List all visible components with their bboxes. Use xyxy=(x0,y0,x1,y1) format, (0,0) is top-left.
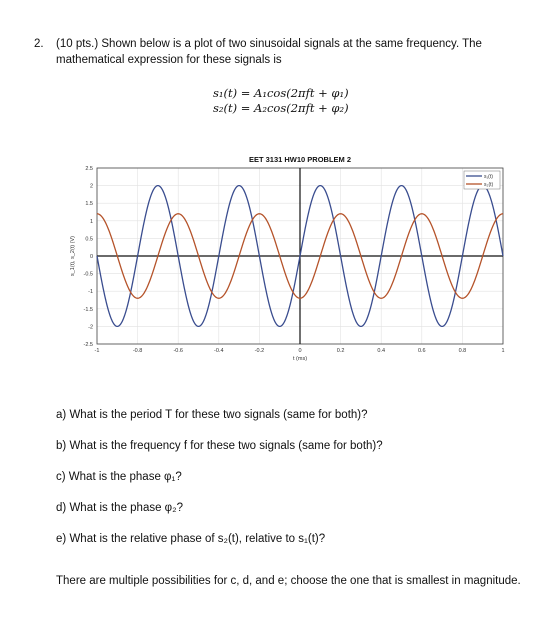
part-a-text: What is the period T for these two signals (same for both)? xyxy=(69,409,368,421)
problem-header-line1: (10 pts.) Shown below is a plot of two sinusoidal signals at the same frequency. The xyxy=(56,38,482,50)
y-tick-label: 1.5 xyxy=(85,201,93,208)
x-tick-label: 0.2 xyxy=(336,348,345,354)
x-tick-label: 0.4 xyxy=(377,348,386,354)
x-tick-label: -0.6 xyxy=(173,348,183,354)
equation-s1: s₁(t) = A₁cos(2πft + φ₁) xyxy=(213,86,349,100)
y-tick-label: -2.5 xyxy=(83,342,93,348)
y-axis-label: s_1(t), s_2(t) (V) xyxy=(70,235,76,277)
part-d-text: What is the phase φ₂? xyxy=(69,502,183,514)
y-tick-label: 2 xyxy=(89,183,93,190)
part-e xyxy=(56,533,325,545)
part-a xyxy=(56,409,368,421)
part-d-label: d) xyxy=(56,502,67,514)
part-b-text: What is the frequency f for these two signals (same for both)? xyxy=(69,440,383,452)
footer-note: There are multiple possibilities for c, d, and e; choose the one that is smallest in magnitude. xyxy=(56,575,521,587)
chart-legend xyxy=(464,171,500,189)
part-d xyxy=(56,502,183,514)
chart-title: EET 3131 HW10 PROBLEM 2 xyxy=(248,155,352,164)
problem-header-line2: mathematical expression for these signals is xyxy=(56,54,282,66)
x-tick-label: -0.8 xyxy=(132,348,143,354)
y-tick-label: -0.5 xyxy=(83,271,93,278)
part-e-text: What is the relative phase of s₂(t), relative to s₁(t)? xyxy=(69,533,326,545)
x-tick-label: -0.2 xyxy=(254,348,265,354)
legend-label-1: s₁(t) xyxy=(484,174,493,180)
x-tick-label: 0 xyxy=(298,348,302,354)
part-a-label: a) xyxy=(56,409,67,421)
y-tick-label: -1.5 xyxy=(83,306,93,313)
y-tick-label: 0 xyxy=(89,254,93,260)
x-tick-label: 0.8 xyxy=(458,348,467,354)
part-c xyxy=(56,471,182,483)
part-b-label: b) xyxy=(56,440,67,452)
legend-label-2: s₂(t) xyxy=(484,182,494,188)
part-c-label: c) xyxy=(56,471,66,483)
legend-box xyxy=(464,171,500,189)
chart-text xyxy=(70,155,505,362)
y-tick-label: 1 xyxy=(89,218,93,225)
problem-number: 2. xyxy=(34,38,44,50)
part-c-text: What is the phase φ₁? xyxy=(68,471,182,483)
x-tick-label: -0.4 xyxy=(214,348,224,354)
y-tick-label: -2 xyxy=(88,324,93,331)
part-b xyxy=(56,440,383,452)
part-e-label: e) xyxy=(56,533,67,545)
equation-s2: s₂(t) = A₂cos(2πft + φ₂) xyxy=(213,101,349,115)
y-tick-label: 0.5 xyxy=(85,236,93,243)
y-tick-label: 2.5 xyxy=(85,166,93,172)
x-tick-label: 0.6 xyxy=(417,348,426,354)
x-tick-label: -1 xyxy=(94,348,100,354)
x-axis-label: t (ms) xyxy=(292,356,308,362)
x-tick-label: 1 xyxy=(501,348,505,354)
y-tick-label: -1 xyxy=(88,289,93,296)
